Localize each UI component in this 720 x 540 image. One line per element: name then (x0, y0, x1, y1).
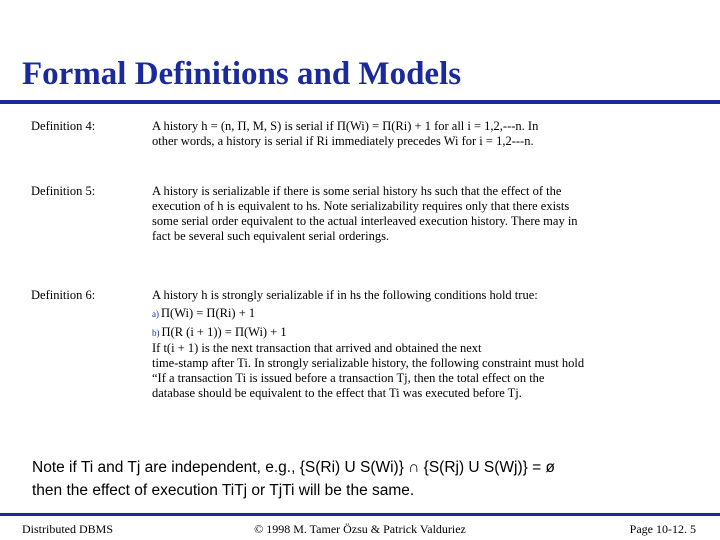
definition-5-line: some serial order equivalent to the actual interleaved execution history. There may in (152, 214, 578, 228)
footer-course: Distributed DBMS (22, 522, 114, 536)
condition-text: Π(R (i + 1)) = Π(Wi) + 1 (161, 325, 287, 339)
definition-4-label: Definition 4: (31, 119, 96, 133)
condition-marker: a) (152, 309, 159, 319)
definition-6-intro: A history h is strongly serializable if in hs the following conditions hold true: (152, 288, 538, 302)
definition-5-label: Definition 5: (31, 184, 96, 198)
independence-note (32, 456, 692, 502)
definition-5-text (152, 184, 642, 244)
footer-rule (0, 513, 720, 516)
condition-a (152, 306, 642, 322)
footer-copyright: © 1998 M. Tamer Özsu & Patrick Valduriez (254, 522, 466, 536)
note-line-2: then the effect of execution TiTj or TjTi will be the same. (32, 482, 415, 499)
definition-4-text (152, 119, 642, 149)
condition-marker: b) (152, 328, 160, 338)
definition-6-line: If t(i + 1) is the next transaction that arrived and obtained the next (152, 341, 482, 355)
footer-page-number: Page 10-12. 5 (629, 522, 696, 536)
definition-6-label: Definition 6: (31, 288, 96, 302)
title-underline (0, 100, 720, 104)
slide-title: Formal Definitions and Models (22, 56, 462, 92)
definition-5-line: A history is serializable if there is some serial history hs such that the effect of the (152, 184, 562, 198)
definition-5-line: fact be several such equivalent serial orderings. (152, 229, 390, 243)
definition-6-text (152, 288, 642, 401)
definition-6-line: database should be equivalent to the effect that Ti was executed before Tj. (152, 386, 522, 400)
definition-4-line: other words, a history is serial if Ri immediately precedes Wi for i = 1,2---n. (152, 134, 534, 148)
note-line-1: Note if Ti and Tj are independent, e.g., {S(Ri) U S(Wi)} ∩ {S(Rj) U S(Wj)} = ø (32, 459, 555, 476)
definition-6-line: “If a transaction Ti is issued before a transaction Tj, then the total effect on the (152, 371, 545, 385)
definition-4-line: A history h = (n, Π, M, S) is serial if Π(Wi) = Π(Ri) + 1 for all i = 1,2,---n. In (152, 119, 539, 133)
condition-b (152, 325, 642, 341)
definition-6-line: time-stamp after Ti. In strongly serializable history, the following constraint must hold (152, 356, 585, 370)
condition-text: Π(Wi) = Π(Ri) + 1 (161, 306, 256, 320)
definition-5-line: execution of h is equivalent to hs. Note serializability requires only that there exists (152, 199, 570, 213)
